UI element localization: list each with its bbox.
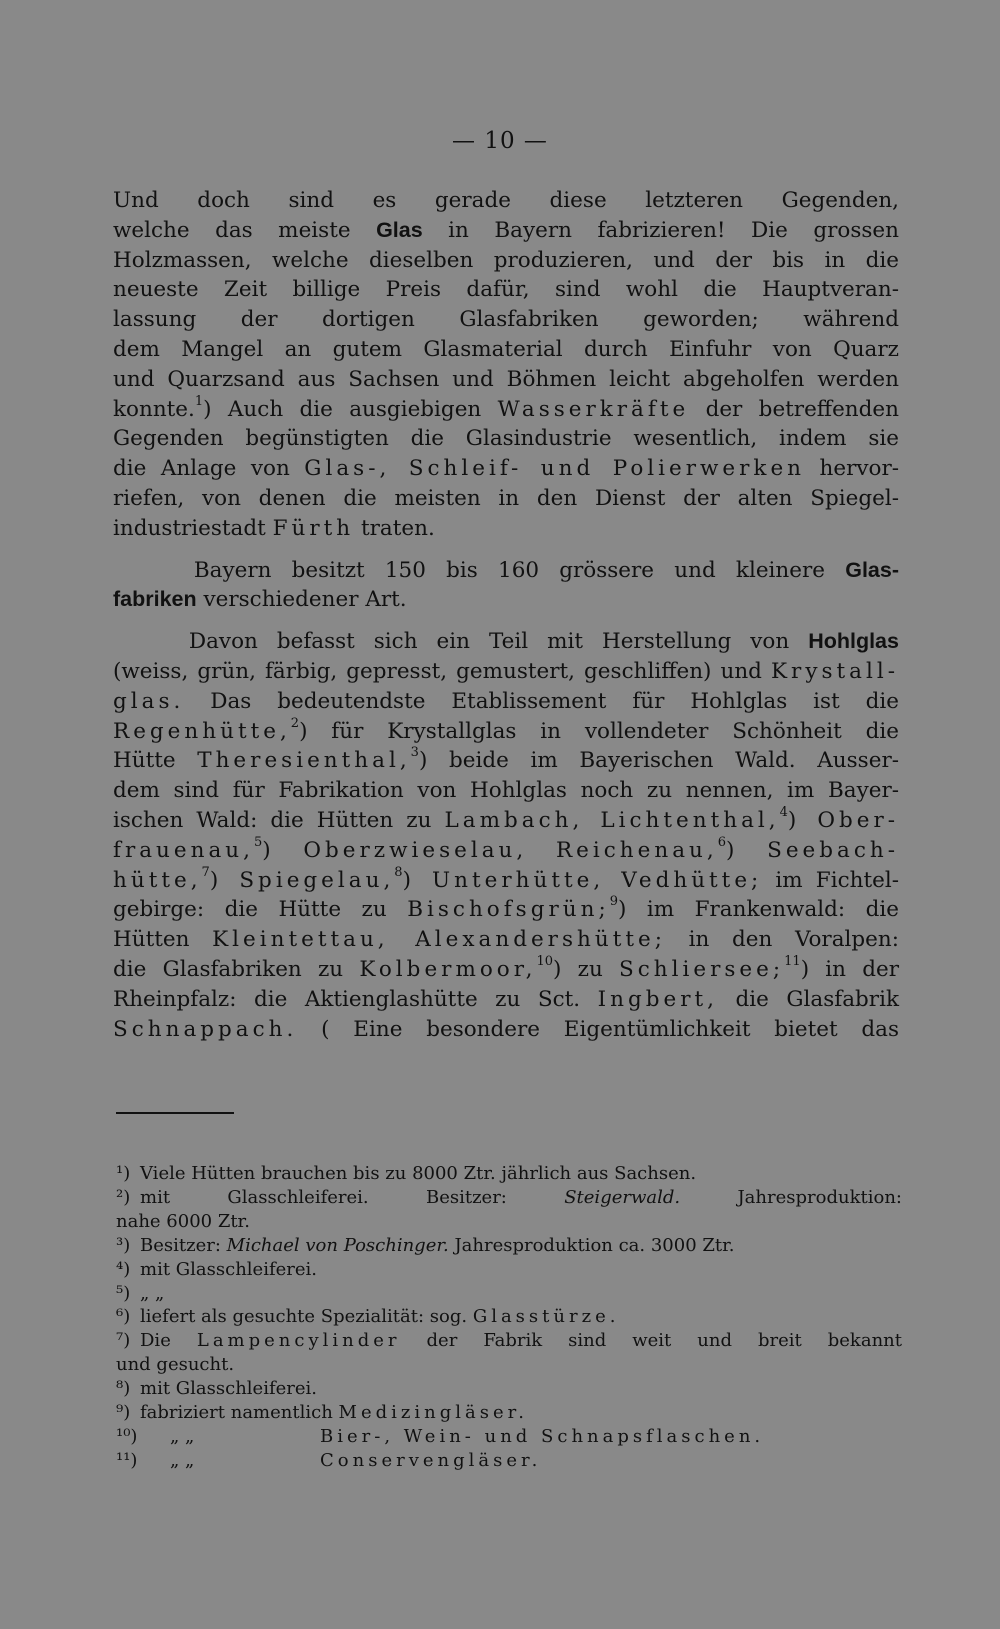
- text-line: Hütte: [113, 748, 176, 774]
- text-line: neueste Zeit billige Preis dafür, sind wohl die Hauptveran-: [113, 277, 899, 303]
- text-line: in Bayern fabrizieren! Die grossen: [448, 217, 899, 243]
- footnote: [116, 1401, 902, 1425]
- footnote: [116, 1377, 902, 1401]
- footnote-text: mit Glasschleiferei.: [140, 1258, 318, 1280]
- paragraph: [113, 627, 899, 1044]
- text-line: ( Eine besondere Eigentümlichkeit bietet das: [321, 1016, 899, 1042]
- text-line: dem sind für Fabrikation von Hohlglas noch zu nennen, im Bayer-: [113, 778, 899, 804]
- footnote-text: mit Glasschleiferei.: [140, 1378, 318, 1400]
- paragraph: [113, 556, 899, 616]
- footnote-text: Jahresproduktion:: [737, 1186, 902, 1208]
- ditto-marks: „ „: [170, 1449, 195, 1471]
- text-line: Gegenden begünstigten die Glasindustrie wesentlich, indem sie: [113, 426, 899, 452]
- footnote: [116, 1234, 902, 1258]
- spaced-term: Schnappach.: [113, 1016, 298, 1042]
- footnote-ref[interactable]: 6: [717, 834, 726, 850]
- bold-term: Glas: [376, 217, 423, 242]
- bold-term: Glas-: [845, 557, 899, 582]
- spaced-term: ) Ober-: [787, 807, 899, 833]
- footnote-ref[interactable]: 9: [609, 894, 618, 910]
- spaced-term: Ingbert,: [597, 986, 718, 1012]
- spaced-term: glas.: [113, 688, 185, 714]
- text-line: und Quarzsand aus Sachsen und Böhmen leicht abgeholfen werden: [113, 366, 899, 392]
- footnote: [116, 1329, 902, 1353]
- spaced-term: ) Seebach-: [725, 837, 900, 863]
- footnote-continuation: nahe 6000 Ztr.: [116, 1210, 250, 1232]
- text-line: verschiedener Art.: [203, 587, 407, 613]
- text-line: ) zu: [553, 956, 603, 982]
- text-line: lassung der dortigen Glasfabriken geworden; während: [113, 307, 899, 333]
- footnote-ref[interactable]: 3: [410, 745, 419, 761]
- text-line: riefen, von denen die meisten in den Dienst der alten Spiegel-: [113, 485, 899, 511]
- text-line: ) beide im Bayerischen Wald. Ausser-: [418, 748, 899, 774]
- text-line: die Glasfabrik: [735, 986, 899, 1012]
- footnote-ref[interactable]: 7: [201, 864, 210, 880]
- footnote-text: „ „: [140, 1282, 165, 1304]
- footnote-ref[interactable]: 5: [253, 834, 263, 850]
- footnote-text: liefert als gesuchte Spezialität: sog.: [140, 1306, 468, 1328]
- footnote: [116, 1449, 902, 1473]
- footnote-mark: ¹⁰): [116, 1425, 138, 1447]
- text-line: hervor-: [819, 456, 899, 482]
- spaced-term: Bischofsgrün;: [407, 897, 610, 923]
- footnote-continuation: und gesucht.: [116, 1354, 235, 1376]
- text-line: ) in der: [800, 956, 899, 982]
- paragraph-gap: [113, 615, 899, 627]
- footnote-ref[interactable]: 2: [290, 715, 300, 731]
- text-line: konnte.: [113, 396, 195, 422]
- text-line: der betreffenden: [705, 396, 899, 422]
- spaced-term: Schliersee;: [619, 956, 785, 982]
- footnote-mark: ³): [116, 1234, 131, 1256]
- footnote-ref[interactable]: 8: [394, 864, 403, 880]
- ditto-marks: „ „: [170, 1425, 195, 1447]
- text-line: Hütten: [113, 927, 190, 953]
- text-line: ) Auch die ausgiebigen: [203, 396, 482, 422]
- paragraph-gap: [113, 544, 899, 556]
- text-line: die Anlage von: [113, 456, 290, 482]
- footnote-mark: ⁵): [116, 1282, 131, 1304]
- spaced-term: Lampencylinder: [196, 1330, 401, 1352]
- footnote: [116, 1258, 902, 1282]
- text-line: traten.: [361, 515, 435, 541]
- footnote-text: fabriziert namentlich: [140, 1402, 333, 1424]
- spaced-term: ) Unterhütte, Vedhütte;: [402, 867, 763, 893]
- spaced-term: Wasserkräfte: [497, 396, 690, 422]
- spaced-term: Glasstürze.: [472, 1306, 620, 1328]
- footnote-text: Die: [140, 1330, 171, 1352]
- footnote-mark: ⁹): [116, 1402, 131, 1424]
- footnote-text: mit Glasschleiferei. Besitzer:: [140, 1186, 507, 1208]
- spaced-term: Theresienthal,: [197, 748, 411, 774]
- footnote-mark: ⁸): [116, 1378, 131, 1400]
- footnote-ref[interactable]: 1: [194, 393, 204, 409]
- footnote-name: Steigerwald.: [564, 1186, 681, 1208]
- text-line: die Glasfabriken zu: [113, 956, 344, 982]
- spaced-term: Kleintettau, Alexandershütte;: [212, 927, 666, 953]
- paragraph: [113, 186, 899, 544]
- main-text: [113, 186, 899, 1044]
- text-line: Rheinpfalz: die Aktienglashütte zu Sct.: [113, 986, 581, 1012]
- spaced-term: Medizingläser.: [338, 1402, 528, 1424]
- footnote-text: Besitzer:: [140, 1234, 221, 1256]
- text-line: in den Voralpen:: [688, 927, 899, 953]
- spaced-term: frauenau,: [113, 837, 254, 863]
- footnote: [116, 1186, 902, 1210]
- text-line: im Fichtel-: [775, 867, 899, 893]
- bold-term: Hohlglas: [808, 629, 899, 654]
- page-number: — 10 —: [452, 128, 548, 154]
- footnote-mark: ⁷): [116, 1330, 131, 1352]
- footnote-text: Jahresproduktion ca. 3000 Ztr.: [454, 1234, 735, 1256]
- footnote-mark: ⁴): [116, 1258, 131, 1280]
- spaced-term: hütte,: [113, 867, 202, 893]
- bold-term: fabriken: [113, 587, 197, 612]
- text-line: welche das meiste: [113, 217, 351, 243]
- footnote: [116, 1305, 902, 1329]
- text-line: Holzmassen, welche dieselben produzieren, und der bis in die: [113, 247, 899, 273]
- spaced-term: Fürth: [272, 515, 355, 541]
- text-line: ) für Krystallglas in vollendeter Schönheit die: [299, 718, 899, 744]
- text-line: Und doch sind es gerade diese letzteren Gegenden,: [113, 188, 899, 213]
- footnote-text: der Fabrik sind weit und breit bekannt: [426, 1330, 902, 1352]
- footnote-ref[interactable]: 11: [784, 953, 801, 969]
- text-line: gebirge: die Hütte zu: [113, 897, 387, 923]
- spaced-term: ) Oberzwieselau, Reichenau,: [262, 837, 718, 863]
- text-line: Davon befasst sich ein Teil mit Herstellung von: [188, 629, 790, 655]
- footnote-ref[interactable]: 4: [779, 804, 788, 820]
- footnote-separator: [116, 1112, 234, 1114]
- text-line: (weiss, grün, färbig, gepresst, gemustert, geschliffen) und: [113, 658, 762, 684]
- footnote-text: Viele Hütten brauchen bis zu 8000 Ztr. jährlich aus Sachsen.: [140, 1163, 697, 1184]
- spaced-term: Conservengläser.: [320, 1449, 542, 1471]
- text-line: dem Mangel an gutem Glasmaterial durch Einfuhr von Quarz: [113, 336, 899, 362]
- text-line: ) im Frankenwald: die: [617, 897, 899, 923]
- footnote-ref[interactable]: 10: [536, 953, 554, 969]
- footnotes: [116, 1162, 902, 1473]
- footnote: [116, 1162, 902, 1186]
- text-line: ischen Wald: die Hütten zu: [113, 807, 432, 833]
- spaced-term: Bier-, Wein- und Schnapsflaschen.: [320, 1425, 765, 1447]
- footnote: [116, 1425, 902, 1449]
- spaced-term: Glas-, Schleif- und Polierwerken: [304, 456, 806, 482]
- spaced-term: Krystall-: [771, 658, 899, 684]
- footnote: [116, 1282, 902, 1306]
- spaced-term: ) Spiegelau,: [209, 867, 395, 893]
- text-line: Bayern besitzt 150 bis 160 grössere und kleinere: [193, 557, 825, 583]
- footnote-name: Michael von Poschinger.: [226, 1234, 449, 1256]
- text-line: Das bedeutendste Etablissement für Hohlglas ist die: [210, 688, 899, 714]
- spaced-term: Kolbermoor,: [359, 956, 537, 982]
- footnote-mark: ¹): [116, 1163, 131, 1184]
- spaced-term: Lambach, Lichtenthal,: [444, 807, 780, 833]
- spaced-term: Regenhütte,: [113, 718, 291, 744]
- footnote-mark: ²): [116, 1186, 131, 1208]
- footnote-mark: ¹¹): [116, 1449, 138, 1471]
- footnote-mark: ⁶): [116, 1306, 131, 1328]
- text-line: industriestadt: [113, 515, 266, 541]
